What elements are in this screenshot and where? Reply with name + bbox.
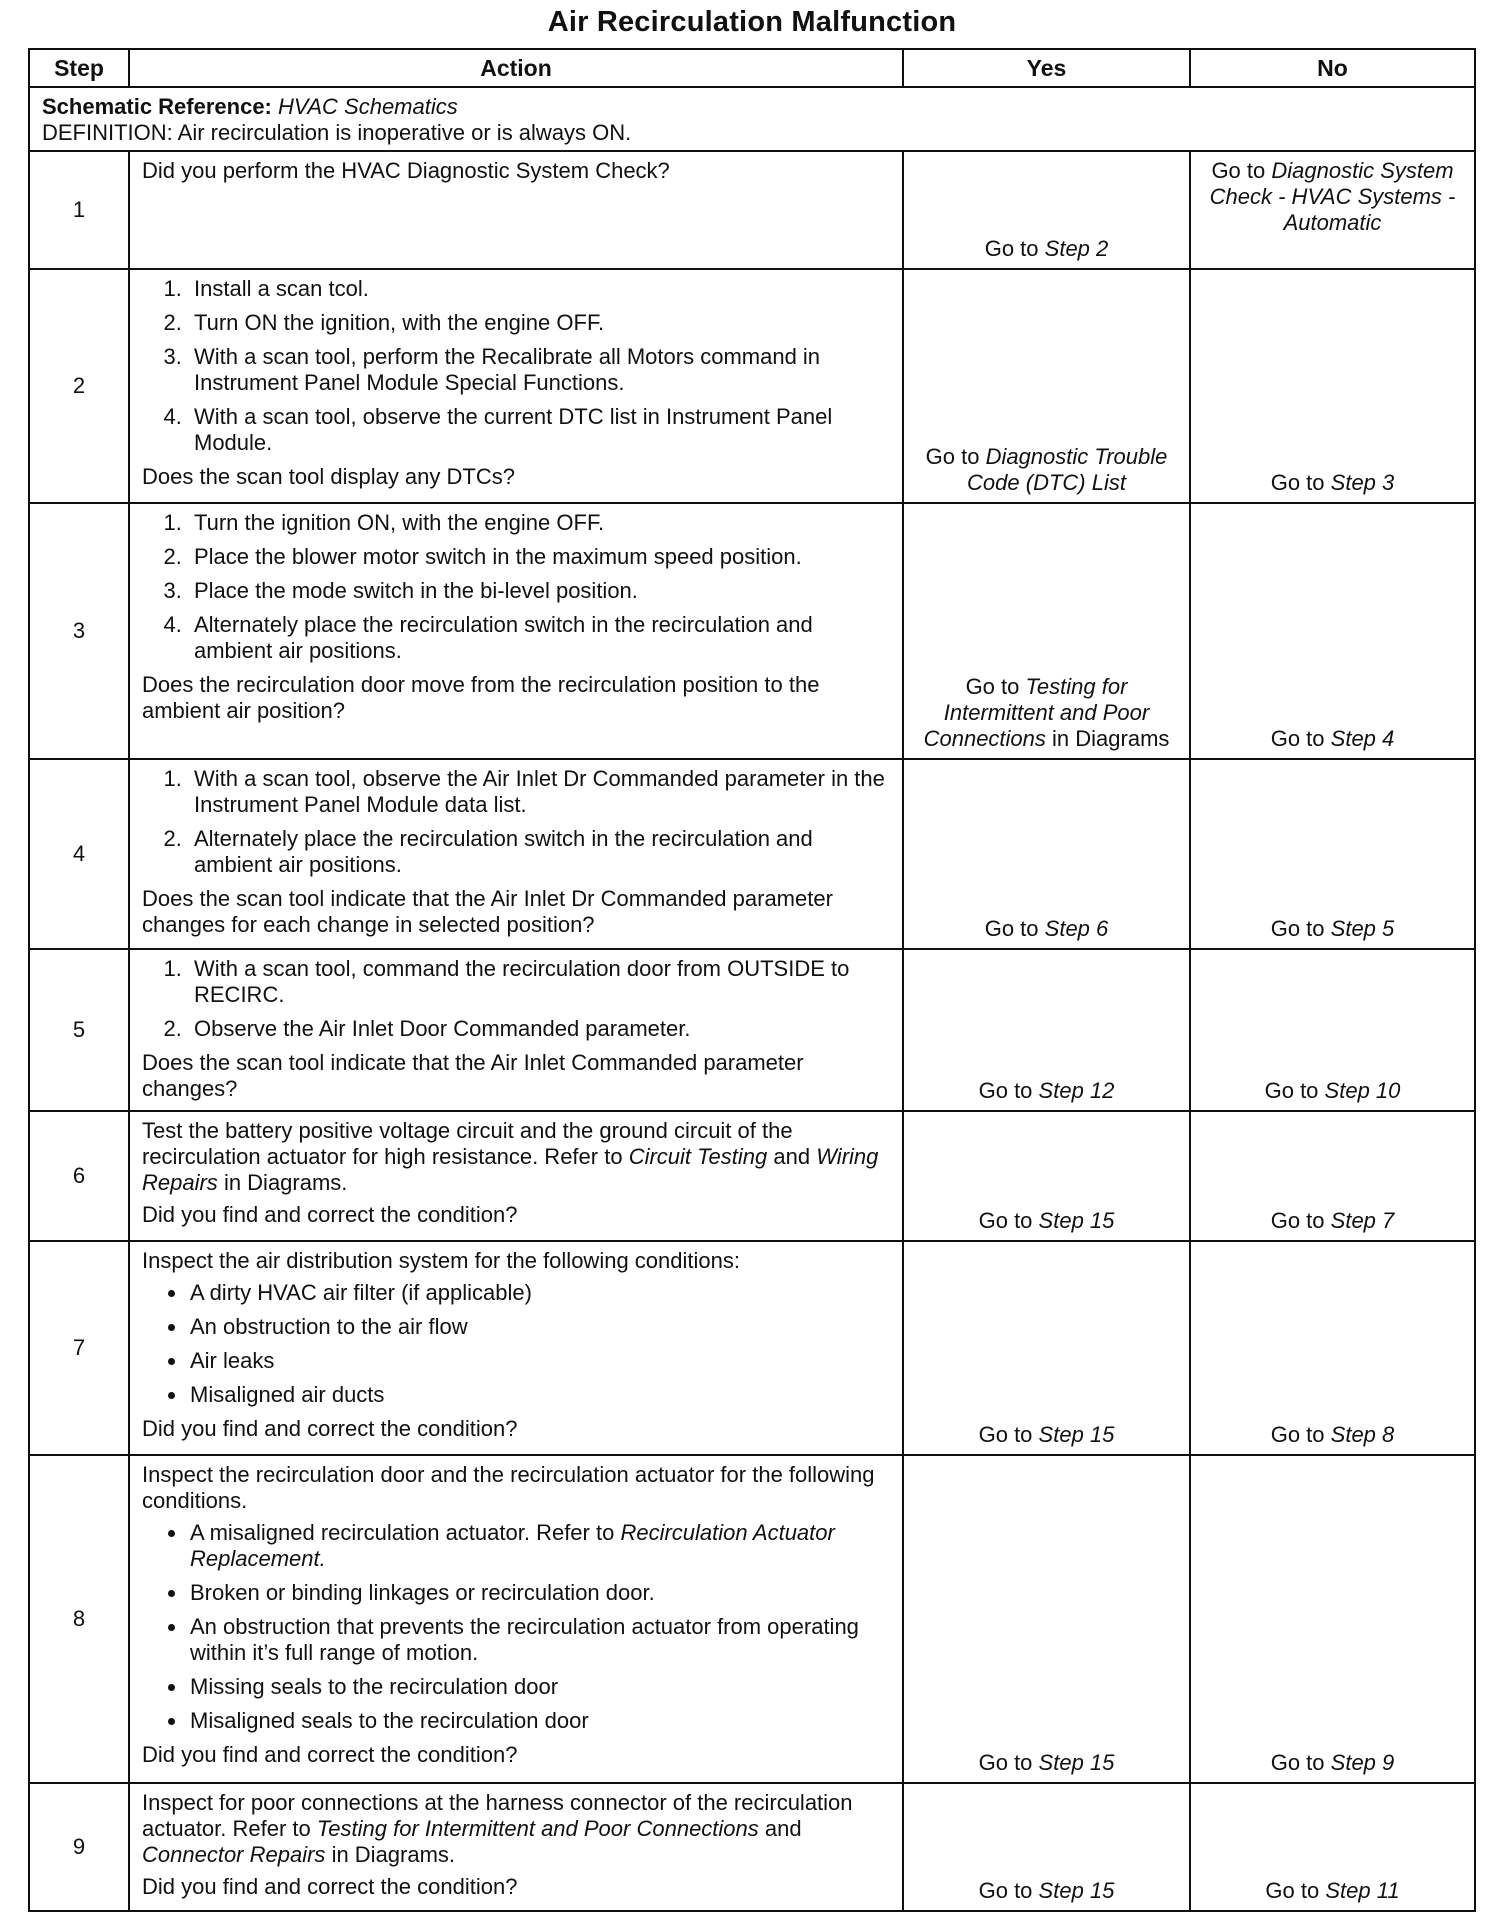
- header-action: Action: [129, 49, 903, 87]
- instruction-part: in Diagrams.: [223, 1170, 348, 1195]
- numbered-steps: [142, 956, 892, 1042]
- condition-list: [142, 1520, 892, 1734]
- table-row: [29, 949, 1475, 1111]
- no-prefix: Go to: [1270, 726, 1325, 751]
- yes-prefix: Go to: [965, 674, 1020, 699]
- table-row: [29, 1455, 1475, 1783]
- no-reference: Step 11: [1325, 1878, 1400, 1903]
- instruction-part: Inspect for poor connections at the harness connector of the recirculation actuator. Refer to: [142, 1790, 853, 1841]
- step-number: 8: [29, 1455, 129, 1783]
- list-item: • Misaligned air ducts: [188, 1382, 892, 1408]
- no-reference: Step 3: [1330, 470, 1395, 495]
- no-reference: Step 10: [1324, 1078, 1401, 1103]
- reference-link: Connector Repairs: [142, 1842, 326, 1867]
- table-row: [29, 269, 1475, 503]
- question-text: Does the scan tool indicate that the Air Inlet Dr Commanded parameter changes for each change in selected position?: [142, 886, 833, 937]
- question-text: Did you find and correct the condition?: [142, 1742, 518, 1767]
- list-item: 2. Turn ON the ignition, with the engine OFF.: [188, 310, 892, 336]
- no-cell: [1190, 503, 1475, 759]
- condition-list: [142, 1280, 892, 1408]
- reference-link: Wiring Repairs: [142, 1144, 879, 1195]
- list-item: • Misaligned seals to the recirculation door: [188, 1708, 892, 1734]
- numbered-steps: [142, 766, 892, 878]
- instruction-part: and: [764, 1816, 802, 1841]
- schematic-cell: [29, 87, 1475, 151]
- action-cell: [129, 1111, 903, 1241]
- yes-cell: [903, 1241, 1190, 1455]
- table-row: [29, 151, 1475, 269]
- no-cell: [1190, 759, 1475, 949]
- no-prefix: Go to: [1270, 470, 1325, 495]
- question-text: Did you find and correct the condition?: [142, 1874, 518, 1899]
- question-text: Does the recirculation door move from the recirculation position to the ambient air position?: [142, 672, 820, 723]
- list-item: • An obstruction to the air flow: [188, 1314, 892, 1340]
- list-item: 2. Observe the Air Inlet Door Commanded parameter.: [188, 1016, 892, 1042]
- reference-link: Recirculation Actuator Replacement.: [190, 1520, 835, 1571]
- question-text: Does the scan tool indicate that the Air Inlet Commanded parameter changes?: [142, 1050, 804, 1101]
- no-prefix: Go to: [1265, 1878, 1320, 1903]
- no-cell: [1190, 1241, 1475, 1455]
- no-cell: [1190, 1783, 1475, 1911]
- numbered-steps: [142, 510, 892, 664]
- no-reference: Step 4: [1330, 726, 1395, 751]
- no-reference: Step 9: [1330, 1750, 1395, 1775]
- question-text: Does the scan tool display any DTCs?: [142, 464, 515, 489]
- list-item: 1. Install a scan tcol.: [188, 276, 892, 302]
- list-item: 4. With a scan tool, observe the current DTC list in Instrument Panel Module.: [188, 404, 892, 456]
- step-number: 1: [29, 151, 129, 269]
- list-item: [188, 1520, 892, 1572]
- action-cell: [129, 1455, 903, 1783]
- question-text: Did you find and correct the condition?: [142, 1416, 518, 1441]
- yes-reference: Testing for Intermittent and Poor Connections: [923, 674, 1150, 751]
- yes-cell: [903, 269, 1190, 503]
- yes-reference: Step 15: [1038, 1878, 1115, 1903]
- yes-cell: [903, 759, 1190, 949]
- instruction-part: in Diagrams.: [331, 1842, 456, 1867]
- no-prefix: Go to: [1211, 158, 1266, 183]
- no-prefix: Go to: [1270, 1208, 1325, 1233]
- schematic-row: [29, 87, 1475, 151]
- document-title: Air Recirculation Malfunction: [547, 6, 957, 38]
- definition-text: DEFINITION: Air recirculation is inoperative or is always ON.: [42, 120, 632, 145]
- yes-reference: Step 2: [1044, 236, 1109, 261]
- yes-prefix: Go to: [925, 444, 980, 469]
- header-step: Step: [29, 49, 129, 87]
- table-row: [29, 1111, 1475, 1241]
- no-cell: [1190, 949, 1475, 1111]
- step-number: 7: [29, 1241, 129, 1455]
- no-cell: [1190, 151, 1475, 269]
- header-yes: Yes: [903, 49, 1190, 87]
- yes-prefix: Go to: [978, 1078, 1033, 1103]
- list-item: • Air leaks: [188, 1348, 892, 1374]
- step-number: 4: [29, 759, 129, 949]
- yes-reference: Step 15: [1038, 1208, 1115, 1233]
- question-text: Did you find and correct the condition?: [142, 1202, 518, 1227]
- yes-prefix: Go to: [984, 236, 1039, 261]
- no-cell: [1190, 269, 1475, 503]
- list-item: 1. With a scan tool, command the recirculation door from OUTSIDE to RECIRC.: [188, 956, 892, 1008]
- step-number: 2: [29, 269, 129, 503]
- diagnostic-table: [28, 48, 1476, 1912]
- instruction-text: Inspect the air distribution system for the following conditions:: [142, 1248, 740, 1273]
- instruction-text: Inspect the recirculation door and the recirculation actuator for the following conditions.: [142, 1462, 875, 1513]
- list-item: 1. With a scan tool, observe the Air Inlet Dr Commanded parameter in the Instrument Panel Module data list.: [188, 766, 892, 818]
- instruction-part: and: [773, 1144, 811, 1169]
- schematic-label: Schematic Reference:: [42, 94, 272, 119]
- question-text: Did you perform the HVAC Diagnostic System Check?: [142, 158, 670, 183]
- instruction-text: [142, 1118, 892, 1196]
- list-item-text: A misaligned recirculation actuator. Refer to: [190, 1520, 615, 1545]
- list-item: • Broken or binding linkages or recirculation door.: [188, 1580, 892, 1606]
- no-prefix: Go to: [1270, 1750, 1325, 1775]
- action-cell: [129, 949, 903, 1111]
- no-prefix: Go to: [1270, 916, 1325, 941]
- table-row: [29, 1783, 1475, 1911]
- step-number: 6: [29, 1111, 129, 1241]
- list-item: • Missing seals to the recirculation door: [188, 1674, 892, 1700]
- step-number: 5: [29, 949, 129, 1111]
- yes-reference: Step 12: [1038, 1078, 1115, 1103]
- action-cell: [129, 269, 903, 503]
- list-item: 2. Place the blower motor switch in the maximum speed position.: [188, 544, 892, 570]
- yes-prefix: Go to: [978, 1878, 1033, 1903]
- list-item: 4. Alternately place the recirculation switch in the recirculation and ambient air positions.: [188, 612, 892, 664]
- yes-reference: Step 15: [1038, 1750, 1115, 1775]
- yes-cell: [903, 949, 1190, 1111]
- reference-link: Circuit Testing: [628, 1144, 768, 1169]
- no-reference: Step 7: [1330, 1208, 1395, 1233]
- yes-cell: [903, 1455, 1190, 1783]
- table-row: [29, 1241, 1475, 1455]
- list-item: 3. Place the mode switch in the bi-level position.: [188, 578, 892, 604]
- list-item: 1. Turn the ignition ON, with the engine OFF.: [188, 510, 892, 536]
- action-cell: [129, 151, 903, 269]
- no-cell: [1190, 1111, 1475, 1241]
- yes-reference: Step 15: [1038, 1422, 1115, 1447]
- yes-reference: Step 6: [1044, 916, 1109, 941]
- action-cell: [129, 503, 903, 759]
- yes-cell: [903, 151, 1190, 269]
- table-row: [29, 503, 1475, 759]
- numbered-steps: [142, 276, 892, 456]
- yes-cell: [903, 1783, 1190, 1911]
- list-item: 3. With a scan tool, perform the Recalibrate all Motors command in Instrument Panel Module Special Functions.: [188, 344, 892, 396]
- no-reference: Diagnostic System Check - HVAC Systems - Automatic: [1209, 158, 1456, 235]
- no-prefix: Go to: [1264, 1078, 1319, 1103]
- yes-prefix: Go to: [978, 1422, 1033, 1447]
- step-number: 3: [29, 503, 129, 759]
- step-number: 9: [29, 1783, 129, 1911]
- yes-suffix: in Diagrams: [1052, 726, 1170, 751]
- no-reference: Step 8: [1330, 1422, 1395, 1447]
- list-item: • A dirty HVAC air filter (if applicable): [188, 1280, 892, 1306]
- list-item: 2. Alternately place the recirculation switch in the recirculation and ambient air positions.: [188, 826, 892, 878]
- yes-cell: [903, 503, 1190, 759]
- yes-prefix: Go to: [984, 916, 1039, 941]
- no-prefix: Go to: [1270, 1422, 1325, 1447]
- instruction-part: Test the battery positive voltage circuit and the ground circuit of the recirculation actuator for high resistance. Refer to: [142, 1118, 793, 1169]
- action-cell: [129, 1241, 903, 1455]
- schematic-reference-link: HVAC Schematics: [278, 94, 458, 119]
- yes-prefix: Go to: [978, 1750, 1033, 1775]
- yes-prefix: Go to: [978, 1208, 1033, 1233]
- reference-link: Testing for Intermittent and Poor Connections: [316, 1816, 759, 1841]
- yes-cell: [903, 1111, 1190, 1241]
- diagnostic-table-container: [28, 48, 1474, 1912]
- action-cell: [129, 759, 903, 949]
- no-cell: [1190, 1455, 1475, 1783]
- list-item: • An obstruction that prevents the recirculation actuator from operating within it’s full range of motion.: [188, 1614, 892, 1666]
- no-reference: Step 5: [1330, 916, 1395, 941]
- table-row: [29, 759, 1475, 949]
- header-row: [29, 49, 1475, 87]
- action-cell: [129, 1783, 903, 1911]
- instruction-text: [142, 1790, 892, 1868]
- yes-reference: Diagnostic Trouble Code (DTC) List: [967, 444, 1168, 495]
- header-no: No: [1190, 49, 1475, 87]
